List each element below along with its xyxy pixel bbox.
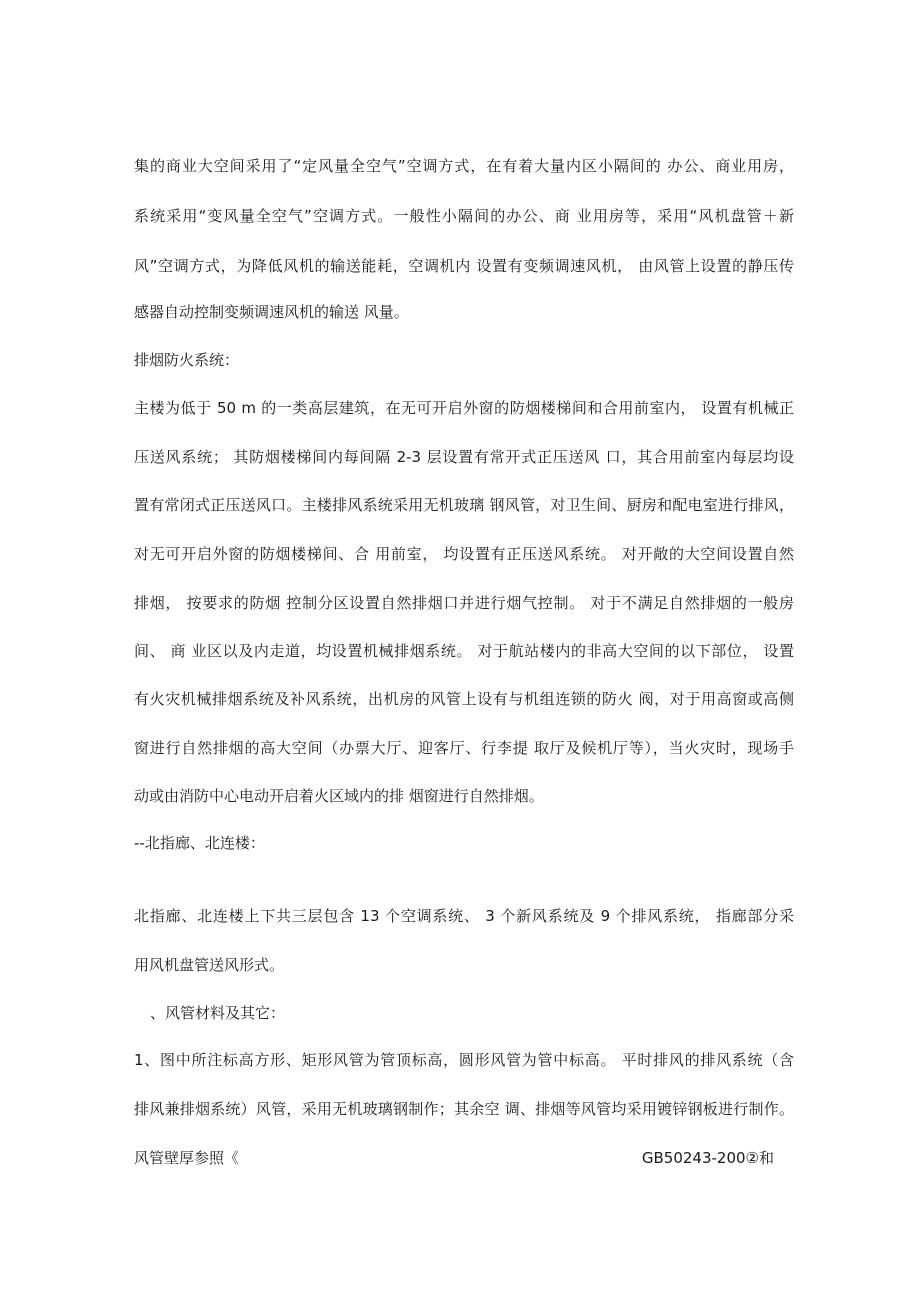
paragraph-line: 1、图中所注标高方形、矩形风管为管顶标高，圆形风管为管中标高。 平时排风的排风系统（含 [134,1051,794,1069]
paragraph-line: 集的商业大空间采用了“定风量全空气”空调方式，在有着大量内区小隔间的 办公、商业用房， [134,157,794,175]
paragraph-line: 动或由消防中心电动开启着火区域内的排 烟窗进行自然排烟。 [134,787,544,805]
standard-reference: GB50243-200②和 [641,1149,774,1167]
paragraph-line: 有火灾机械排烟系统及补风系统，出机房的风管上设有与机组连锁的防火 阀，对于用高窗或高侧 [134,690,794,708]
paragraph-line: 用风机盘管送风形式。 [134,956,285,974]
paragraph-line: 窗进行自然排烟的高大空间（办票大厅、迎客厅、行李提 取厅及候机厅等），当火灾时，现场手 [134,739,794,757]
section-heading-smoke-exhaust: 排烟防火系统： [134,351,240,369]
paragraph-line: 间、 商 业区以及内走道，均设置机械排烟系统。 对于航站楼内的非高大空间的以下部位， 设置 [134,642,794,660]
paragraph-line: 北指廊、北连楼上下共三层包含 13 个空调系统、 3 个新风系统及 9 个排风系统， 指廊部分采 [134,907,794,925]
paragraph-line: 压送风系统； 其防烟楼梯间内每间隔 2-3 层设置有常开式正压送风 口，其合用前室内每层均设 [134,448,794,466]
paragraph-line: 置有常闭式正压送风口。主楼排风系统采用无机玻璃 钢风管，对卫生间、厨房和配电室进行排风， [134,496,794,514]
paragraph-line: 主楼为低于 50 m 的一类高层建筑，在无可开启外窗的防烟楼梯间和合用前室内， 设置有机械正 [134,399,794,417]
last-paragraph-line [134,1148,774,1168]
paragraph-line: 排风兼排烟系统）风管，采用无机玻璃钢制作；其余空 调、排烟等风管均采用镀锌钢板进行制作。 [134,1100,794,1118]
section-heading-duct-materials: 、风管材料及其它： [150,1004,286,1022]
paragraph-line: 排烟， 按要求的防烟 控制分区设置自然排烟口并进行烟气控制。 对于不满足自然排烟的一般房 [134,594,794,612]
paragraph-line: 系统采用“变风量全空气”空调方式。一般性小隔间的办公、商 业用房等，采用“风机盘管＋新 [134,207,794,225]
paragraph-line: 感器自动控制变频调速风机的输送 风量。 [134,303,409,321]
paragraph-line: 对无可开启外窗的防烟楼梯间、合 用前室， 均设置有正压送风系统。 对开敞的大空间设置自然 [134,545,794,563]
duct-thickness-text: 风管壁厚参照《 [134,1149,240,1167]
paragraph-line: 风”空调方式，为降低风机的输送能耗，空调机内 设置有变频调速风机， 由风管上设置的静压传 [134,257,794,275]
section-heading-north-pier: --北指廊、北连楼： [134,834,265,852]
